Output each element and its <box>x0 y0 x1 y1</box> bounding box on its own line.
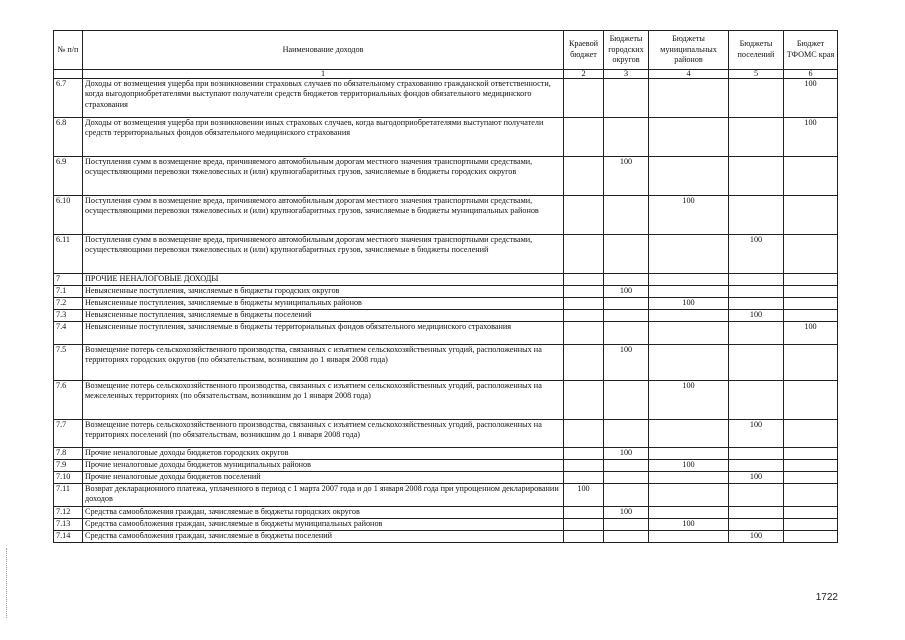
share-cell <box>564 196 604 235</box>
row-number: 6.11 <box>54 235 83 274</box>
revenue-name: Невыясненные поступления, зачисляемые в бюджеты городских округов <box>83 286 564 298</box>
share-cell: 100 <box>649 381 729 420</box>
share-cell: 100 <box>604 448 649 460</box>
row-number: 7.4 <box>54 322 83 345</box>
share-cell <box>564 298 604 310</box>
row-number: 6.10 <box>54 196 83 235</box>
revenue-name: Поступления сумм в возмещение вреда, причиняемого автомобильным дорогам местного значения транспортными средствами, осуществляющими перевозки тяжеловесных и (или) крупногабаритных грузов, зачисляемые в бюджеты поселений <box>83 235 564 274</box>
share-cell <box>784 345 838 381</box>
share-cell <box>729 274 784 286</box>
row-number: 7.8 <box>54 448 83 460</box>
column-number: 4 <box>649 70 729 79</box>
table-row <box>54 420 838 448</box>
row-number: 6.9 <box>54 157 83 196</box>
table-row <box>54 118 838 157</box>
share-cell <box>784 298 838 310</box>
share-cell <box>604 420 649 448</box>
table-row <box>54 322 838 345</box>
share-cell <box>649 274 729 286</box>
share-cell <box>729 79 784 118</box>
share-cell <box>564 345 604 381</box>
header-municipal: Бюджеты муниципальных районов <box>649 31 729 70</box>
share-cell <box>729 484 784 507</box>
table-row <box>54 286 838 298</box>
share-cell <box>784 196 838 235</box>
row-number: 7.1 <box>54 286 83 298</box>
revenue-table <box>53 30 838 543</box>
share-cell: 100 <box>649 519 729 531</box>
share-cell <box>784 157 838 196</box>
table-row <box>54 460 838 472</box>
header-city: Бюджеты городских округов <box>604 31 649 70</box>
share-cell <box>564 286 604 298</box>
revenue-name: Невыясненные поступления, зачисляемые в бюджеты поселений <box>83 310 564 322</box>
share-cell <box>564 310 604 322</box>
column-number-blank <box>54 70 83 79</box>
share-cell <box>564 507 604 519</box>
share-cell <box>784 286 838 298</box>
share-cell <box>784 484 838 507</box>
share-cell <box>784 460 838 472</box>
revenue-name: Возмещение потерь сельскохозяйственного производства, связанных с изъятием сельскохозяйственных угодий, расположенных на межселенных территориях (по обязательствам, возникшим до 1 января 2008 года) <box>83 381 564 420</box>
share-cell <box>784 235 838 274</box>
column-number: 6 <box>784 70 838 79</box>
row-number: 6.7 <box>54 79 83 118</box>
share-cell <box>729 507 784 519</box>
share-cell <box>649 310 729 322</box>
revenue-name: Возмещение потерь сельскохозяйственного производства, связанных с изъятием сельскохозяйственных угодий, расположенных на территориях поселений (по обязательствам, возникшим до 1 января 2008 года) <box>83 420 564 448</box>
share-cell: 100 <box>729 310 784 322</box>
table-row <box>54 157 838 196</box>
share-cell <box>649 448 729 460</box>
share-cell <box>649 118 729 157</box>
share-cell: 100 <box>604 507 649 519</box>
share-cell <box>604 519 649 531</box>
share-cell <box>729 322 784 345</box>
share-cell: 100 <box>564 484 604 507</box>
share-cell <box>649 235 729 274</box>
share-cell <box>784 310 838 322</box>
share-cell <box>729 298 784 310</box>
share-cell <box>604 381 649 420</box>
row-number: 7 <box>54 274 83 286</box>
table-row <box>54 196 838 235</box>
share-cell <box>604 310 649 322</box>
share-cell <box>649 157 729 196</box>
table-row <box>54 472 838 484</box>
share-cell <box>564 381 604 420</box>
share-cell <box>649 484 729 507</box>
header-settlements: Бюджеты поселений <box>729 31 784 70</box>
share-cell <box>564 118 604 157</box>
share-cell <box>729 519 784 531</box>
table-row <box>54 274 838 286</box>
share-cell: 100 <box>784 79 838 118</box>
share-cell <box>729 157 784 196</box>
share-cell <box>729 381 784 420</box>
share-cell <box>604 79 649 118</box>
share-cell <box>604 274 649 286</box>
share-cell: 100 <box>729 235 784 274</box>
share-cell <box>604 472 649 484</box>
share-cell <box>604 235 649 274</box>
share-cell <box>649 420 729 448</box>
page-number: 1722 <box>815 592 838 603</box>
share-cell <box>729 460 784 472</box>
share-cell <box>564 79 604 118</box>
share-cell: 100 <box>784 118 838 157</box>
share-cell <box>784 531 838 543</box>
share-cell: 100 <box>649 196 729 235</box>
table-row <box>54 531 838 543</box>
row-number: 7.14 <box>54 531 83 543</box>
row-number: 7.13 <box>54 519 83 531</box>
revenue-name: Средства самообложения граждан, зачисляемые в бюджеты городских округов <box>83 507 564 519</box>
share-cell <box>564 448 604 460</box>
share-cell: 100 <box>649 298 729 310</box>
column-number: 2 <box>564 70 604 79</box>
share-cell <box>784 472 838 484</box>
share-cell <box>784 274 838 286</box>
table-row <box>54 235 838 274</box>
share-cell <box>649 322 729 345</box>
column-number: 1 <box>83 70 564 79</box>
share-cell <box>564 420 604 448</box>
revenue-name: Прочие неналоговые доходы бюджетов поселений <box>83 472 564 484</box>
row-number: 7.2 <box>54 298 83 310</box>
row-number: 7.9 <box>54 460 83 472</box>
share-cell <box>784 381 838 420</box>
revenue-name: Невыясненные поступления, зачисляемые в бюджеты муниципальных районов <box>83 298 564 310</box>
header-regional: Краевой бюджет <box>564 31 604 70</box>
header-num: № п/п <box>54 31 83 70</box>
share-cell <box>649 79 729 118</box>
row-number: 6.8 <box>54 118 83 157</box>
table-row <box>54 345 838 381</box>
scan-edge-mark <box>6 548 8 618</box>
share-cell <box>784 507 838 519</box>
share-cell <box>784 420 838 448</box>
revenue-name: Поступления сумм в возмещение вреда, причиняемого автомобильным дорогам местного значения транспортными средствами, осуществляющими перевозки тяжеловесных и (или) крупногабаритных грузов, зачисляемые в бюджеты муниципальных районов <box>83 196 564 235</box>
share-cell: 100 <box>729 472 784 484</box>
share-cell <box>784 519 838 531</box>
share-cell <box>564 274 604 286</box>
table-row <box>54 298 838 310</box>
share-cell: 100 <box>729 420 784 448</box>
row-number: 7.11 <box>54 484 83 507</box>
revenue-name: Прочие неналоговые доходы бюджетов городских округов <box>83 448 564 460</box>
share-cell <box>564 472 604 484</box>
share-cell <box>604 298 649 310</box>
share-cell: 100 <box>604 286 649 298</box>
revenue-name: Возврат декларационного платежа, уплаченного в период с 1 марта 2007 года и до 1 января 2008 года при упрощенном декларировании доходов <box>83 484 564 507</box>
share-cell <box>729 286 784 298</box>
share-cell: 100 <box>604 345 649 381</box>
share-cell <box>604 196 649 235</box>
share-cell <box>604 531 649 543</box>
revenue-name: Доходы от возмещения ущерба при возникновении страховых случаев по обязательному страхованию гражданской ответственности, когда выгодоприобретателями выступают получатели средств бюджетов территориальных фондов обязательного медицинского страхования <box>83 79 564 118</box>
share-cell <box>784 448 838 460</box>
row-number: 7.10 <box>54 472 83 484</box>
share-cell <box>604 322 649 345</box>
share-cell <box>649 507 729 519</box>
header-tfoms: Бюджет ТФОМС края <box>784 31 838 70</box>
share-cell <box>564 235 604 274</box>
table-row <box>54 507 838 519</box>
table-header <box>54 31 838 79</box>
revenue-name: Средства самообложения граждан, зачисляемые в бюджеты муниципальных районов <box>83 519 564 531</box>
row-number: 7.5 <box>54 345 83 381</box>
row-number: 7.7 <box>54 420 83 448</box>
share-cell: 100 <box>649 460 729 472</box>
revenue-name: Возмещение потерь сельскохозяйственного производства, связанных с изъятием сельскохозяйственных угодий, расположенных на территориях городских округов (по обязательствам, возникшим до 1 января 2008 года) <box>83 345 564 381</box>
table-body <box>54 79 838 543</box>
share-cell <box>564 322 604 345</box>
share-cell <box>649 531 729 543</box>
table-row <box>54 484 838 507</box>
table-row <box>54 310 838 322</box>
share-cell: 100 <box>784 322 838 345</box>
share-cell <box>564 531 604 543</box>
table-row <box>54 79 838 118</box>
column-number: 5 <box>729 70 784 79</box>
share-cell <box>604 118 649 157</box>
row-number: 7.6 <box>54 381 83 420</box>
share-cell <box>604 484 649 507</box>
share-cell <box>649 345 729 381</box>
revenue-name: Средства самообложения граждан, зачисляемые в бюджеты поселений <box>83 531 564 543</box>
share-cell: 100 <box>604 157 649 196</box>
share-cell <box>564 460 604 472</box>
header-name: Наименование доходов <box>83 31 564 70</box>
revenue-name: Поступления сумм в возмещение вреда, причиняемого автомобильным дорогам местного значения транспортными средствами, осуществляющими перевозки тяжеловесных и (или) крупногабаритных грузов, зачисляемые в бюджеты городских округов <box>83 157 564 196</box>
row-number: 7.3 <box>54 310 83 322</box>
share-cell <box>729 448 784 460</box>
revenue-name: Доходы от возмещения ущерба при возникновении иных страховых случаев, когда выгодоприобретателями выступают получатели средств территориальных фондов обязательного медицинского страхования <box>83 118 564 157</box>
share-cell: 100 <box>729 531 784 543</box>
row-number: 7.12 <box>54 507 83 519</box>
column-number: 3 <box>604 70 649 79</box>
table-row <box>54 381 838 420</box>
share-cell <box>649 286 729 298</box>
revenue-name: Невыясненные поступления, зачисляемые в бюджеты территориальных фондов обязательного медицинского страхования <box>83 322 564 345</box>
share-cell <box>649 472 729 484</box>
revenue-name: ПРОЧИЕ НЕНАЛОГОВЫЕ ДОХОДЫ <box>83 274 564 286</box>
share-cell <box>729 345 784 381</box>
share-cell <box>604 460 649 472</box>
share-cell <box>729 196 784 235</box>
share-cell <box>564 157 604 196</box>
table-row <box>54 519 838 531</box>
share-cell <box>564 519 604 531</box>
share-cell <box>729 118 784 157</box>
table-row <box>54 448 838 460</box>
revenue-name: Прочие неналоговые доходы бюджетов муниципальных районов <box>83 460 564 472</box>
